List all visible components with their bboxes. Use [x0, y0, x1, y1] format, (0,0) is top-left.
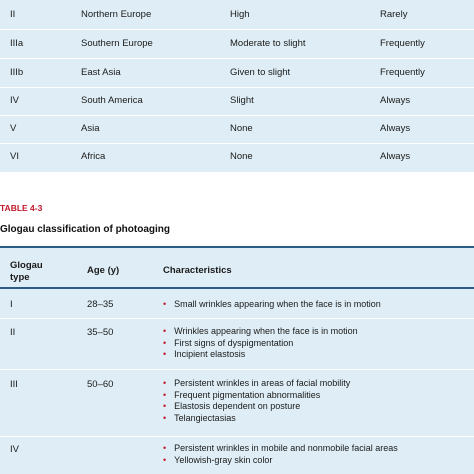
table-row — [0, 58, 474, 88]
table-cell: Slight — [230, 95, 254, 106]
table-title: Glogau classification of photoaging — [0, 224, 171, 235]
characteristics-list — [163, 326, 358, 361]
glogau-table — [0, 246, 474, 474]
table-cell: Given to slight — [230, 67, 291, 78]
characteristic-text: Elastosis dependent on posture — [174, 401, 301, 411]
table-cell: Asia — [81, 123, 100, 134]
characteristic-text: Small wrinkles appearing when the face is in motion — [174, 299, 381, 309]
table-cell: V — [10, 123, 17, 134]
characteristic-text: First signs of dyspigmentation — [174, 337, 294, 348]
list-item — [163, 390, 350, 402]
table-cell: East Asia — [81, 67, 121, 78]
table-cell: Frequently — [380, 67, 425, 78]
table-cell: Northern Europe — [81, 9, 152, 20]
characteristic-text: Persistent wrinkles in areas of facial mobility — [174, 378, 351, 388]
table-cell: Moderate to slight — [230, 38, 306, 49]
table-row — [0, 0, 474, 30]
list-item — [163, 413, 350, 425]
bullet-icon: • — [163, 337, 167, 348]
age-range: 28–35 — [87, 299, 114, 310]
glogau-type: I — [10, 299, 13, 310]
list-item — [163, 326, 358, 338]
list-item — [163, 299, 381, 311]
bullet-icon: • — [163, 349, 167, 359]
list-item — [163, 443, 398, 455]
bullet-icon: • — [163, 412, 167, 423]
table-cell: Africa — [81, 151, 106, 162]
list-item — [163, 349, 358, 361]
table-cell: None — [230, 151, 253, 162]
table-row — [0, 142, 474, 171]
table-row — [0, 437, 474, 474]
characteristic-text: Yellowish-gray skin color — [174, 454, 273, 465]
table-cell: IV — [10, 95, 19, 106]
table-cell: Always — [380, 123, 411, 134]
table-cell: IIIb — [10, 67, 24, 78]
table-cell: Frequently — [380, 38, 425, 49]
bullet-icon: • — [163, 443, 167, 453]
table-cell: II — [10, 9, 16, 20]
age-range: 35–50 — [87, 327, 114, 338]
list-item — [163, 455, 398, 467]
table-cell: Always — [380, 95, 411, 106]
characteristic-text: Incipient elastosis — [174, 349, 246, 359]
table-row — [0, 370, 474, 437]
bullet-icon: • — [163, 389, 167, 400]
column-header-characteristics: Characteristics — [163, 265, 232, 276]
characteristics-list — [163, 378, 350, 424]
characteristic-text: Persistent wrinkles in mobile and nonmobile facial areas — [174, 443, 398, 453]
characteristics-list — [163, 443, 398, 466]
table-row — [0, 29, 474, 59]
bullet-icon: • — [163, 454, 167, 465]
table-row — [0, 86, 474, 116]
glogau-type: IV — [10, 444, 19, 455]
table-row — [0, 289, 474, 319]
column-header-type: Glogau type — [10, 260, 43, 283]
list-item — [163, 338, 358, 350]
characteristics-list — [163, 299, 381, 311]
glogau-type: III — [10, 379, 18, 390]
table-cell: High — [230, 9, 250, 20]
bullet-icon: • — [163, 299, 167, 309]
bullet-icon: • — [163, 401, 167, 411]
table-cell: Always — [380, 151, 411, 162]
characteristic-text: Wrinkles appearing when the face is in motion — [174, 326, 358, 336]
bullet-icon: • — [163, 326, 167, 336]
table-header-row — [0, 246, 474, 289]
table-cell: None — [230, 123, 253, 134]
table-cell: South America — [81, 95, 143, 106]
list-item — [163, 378, 350, 390]
age-range: 50–60 — [87, 379, 114, 390]
characteristic-text: Telangiectasias — [174, 412, 236, 423]
list-item — [163, 401, 350, 413]
table-cell: Southern Europe — [81, 38, 153, 49]
skin-type-table — [0, 0, 474, 172]
table-row — [0, 319, 474, 370]
table-cell: Rarely — [380, 9, 408, 20]
column-header-age: Age (y) — [87, 265, 120, 276]
table-cell: VI — [10, 151, 19, 162]
glogau-type: II — [10, 327, 16, 338]
table-cell: IIIa — [10, 38, 24, 49]
bullet-icon: • — [163, 378, 167, 388]
table-label: TABLE 4-3 — [0, 203, 43, 213]
characteristic-text: Frequent pigmentation abnormalities — [174, 389, 321, 400]
table-row — [0, 114, 474, 144]
